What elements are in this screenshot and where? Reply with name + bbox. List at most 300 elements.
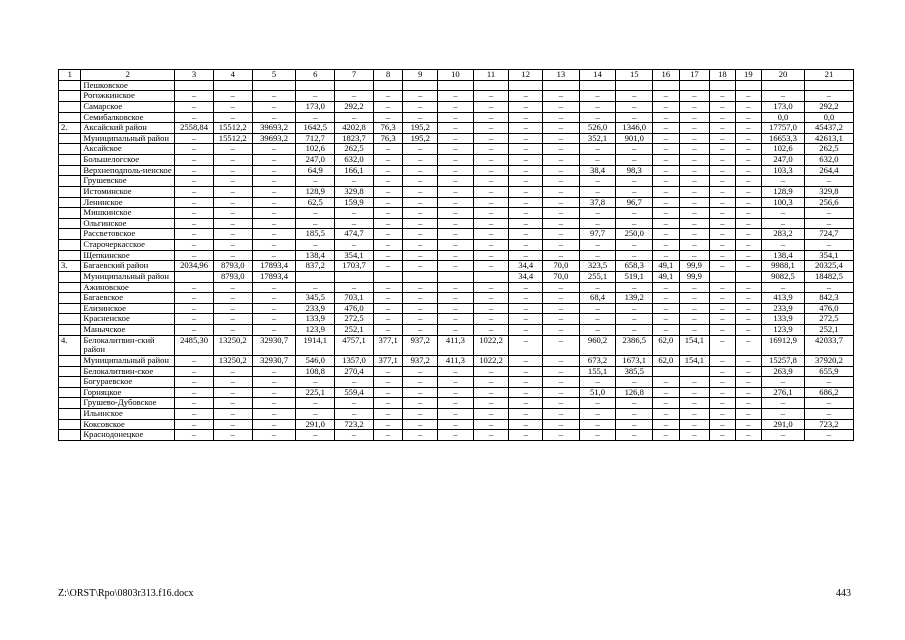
value-cell: 123,9 (296, 325, 335, 336)
value-cell: – (735, 282, 761, 293)
value-cell: 2485,30 (175, 335, 214, 355)
value-cell: – (710, 165, 735, 176)
value-cell: – (335, 91, 374, 102)
value-cell: – (403, 293, 438, 304)
value-cell: – (335, 409, 374, 420)
value-cell: – (252, 218, 296, 229)
table-row (59, 240, 854, 251)
value-cell: 385,5 (616, 366, 653, 377)
value-cell: – (543, 240, 580, 251)
value-cell: – (252, 165, 296, 176)
value-cell: – (213, 101, 252, 112)
value-cell: 18482,5 (804, 271, 853, 282)
value-cell: – (679, 218, 710, 229)
territory-name-cell: Ажиновское (81, 282, 175, 293)
value-cell: 2558,84 (175, 123, 214, 134)
row-number-cell (59, 176, 81, 187)
column-number-header: 19 (735, 70, 761, 81)
territory-name-cell: Семибалковское (81, 112, 175, 123)
value-cell: – (175, 240, 214, 251)
value-cell: – (735, 101, 761, 112)
value-cell: – (438, 186, 474, 197)
row-number-cell (59, 409, 81, 420)
value-cell: – (373, 261, 403, 272)
value-cell: – (175, 387, 214, 398)
value-cell: – (509, 186, 543, 197)
value-cell: 2034,96 (175, 261, 214, 272)
table-body (59, 70, 854, 441)
value-cell: 252,1 (804, 325, 853, 336)
value-cell: – (543, 155, 580, 166)
value-cell: – (252, 377, 296, 388)
value-cell: – (679, 229, 710, 240)
value-cell: 377,1 (373, 355, 403, 366)
value-cell: 133,9 (762, 314, 805, 325)
value-cell: 32930,7 (252, 355, 296, 366)
value-cell (509, 80, 543, 91)
value-cell: – (710, 419, 735, 430)
value-cell: – (509, 409, 543, 420)
value-cell: – (710, 398, 735, 409)
table-row (59, 387, 854, 398)
value-cell: – (473, 133, 509, 144)
territory-name-cell: Муниципальный район (81, 133, 175, 144)
value-cell: – (509, 387, 543, 398)
value-cell: – (438, 261, 474, 272)
row-number-cell (59, 186, 81, 197)
value-cell: – (616, 144, 653, 155)
value-cell: – (438, 165, 474, 176)
value-cell: 546,0 (296, 355, 335, 366)
value-cell: – (735, 377, 761, 388)
value-cell: – (252, 240, 296, 251)
value-cell: – (679, 91, 710, 102)
value-cell: – (213, 197, 252, 208)
value-cell: – (653, 101, 679, 112)
value-cell: – (175, 101, 214, 112)
value-cell: 476,0 (804, 303, 853, 314)
value-cell: – (175, 250, 214, 261)
territory-name-cell: Багаевский район (81, 261, 175, 272)
value-cell: – (679, 303, 710, 314)
value-cell: – (653, 176, 679, 187)
value-cell: – (213, 366, 252, 377)
value-cell: – (403, 250, 438, 261)
value-cell: – (653, 208, 679, 219)
value-cell: – (579, 377, 616, 388)
value-cell: – (509, 419, 543, 430)
value-cell: – (710, 218, 735, 229)
value-cell: – (679, 430, 710, 441)
value-cell (373, 271, 403, 282)
value-cell: – (252, 325, 296, 336)
value-cell: – (679, 176, 710, 187)
value-cell: – (373, 293, 403, 304)
value-cell: – (296, 398, 335, 409)
value-cell: 291,0 (762, 419, 805, 430)
value-cell: – (543, 409, 580, 420)
value-cell: – (438, 293, 474, 304)
value-cell: – (710, 335, 735, 355)
value-cell: – (473, 101, 509, 112)
value-cell: – (438, 387, 474, 398)
territory-name-cell: Большелогское (81, 155, 175, 166)
row-number-cell (59, 144, 81, 155)
value-cell: 329,8 (804, 186, 853, 197)
value-cell (579, 80, 616, 91)
territory-name-cell: Истоминское (81, 186, 175, 197)
value-cell: – (653, 144, 679, 155)
territory-name-cell: Старочеркасское (81, 240, 175, 251)
value-cell: – (403, 112, 438, 123)
value-cell: – (679, 197, 710, 208)
table-row (59, 208, 854, 219)
value-cell: – (710, 282, 735, 293)
value-cell: – (252, 176, 296, 187)
value-cell: – (616, 250, 653, 261)
value-cell: – (473, 186, 509, 197)
value-cell: – (543, 197, 580, 208)
value-cell: – (473, 123, 509, 134)
value-cell: – (679, 144, 710, 155)
value-cell: 1642,5 (296, 123, 335, 134)
value-cell: – (175, 91, 214, 102)
value-cell: 155,1 (579, 366, 616, 377)
value-cell: – (762, 409, 805, 420)
territory-name-cell: Ленинское (81, 197, 175, 208)
value-cell (175, 271, 214, 282)
value-cell (710, 271, 735, 282)
territory-name-cell: Муниципальный район (81, 271, 175, 282)
territory-name-cell: Рассветовское (81, 229, 175, 240)
value-cell: 16912,9 (762, 335, 805, 355)
value-cell (653, 366, 679, 377)
value-cell: – (252, 186, 296, 197)
value-cell: – (438, 430, 474, 441)
value-cell (403, 271, 438, 282)
value-cell: – (252, 303, 296, 314)
value-cell: 0,0 (762, 112, 805, 123)
value-cell: 712,7 (296, 133, 335, 144)
value-cell: – (543, 419, 580, 430)
value-cell: – (213, 165, 252, 176)
value-cell: – (653, 387, 679, 398)
value-cell: 252,1 (335, 325, 374, 336)
value-cell: – (296, 208, 335, 219)
value-cell: – (473, 293, 509, 304)
value-cell: – (373, 101, 403, 112)
value-cell: – (762, 176, 805, 187)
territory-name-cell: Ильинское (81, 409, 175, 420)
value-cell: 233,9 (762, 303, 805, 314)
value-cell: 225,1 (296, 387, 335, 398)
value-cell: – (616, 186, 653, 197)
value-cell: – (543, 430, 580, 441)
territory-name-cell: Белокалитвин-ский район (81, 335, 175, 355)
value-cell: – (579, 282, 616, 293)
value-cell: 9082,5 (762, 271, 805, 282)
column-number-header: 14 (579, 70, 616, 81)
value-cell: – (213, 303, 252, 314)
value-cell: – (679, 282, 710, 293)
value-cell: 68,4 (579, 293, 616, 304)
value-cell: – (252, 409, 296, 420)
value-cell: 51,0 (579, 387, 616, 398)
value-cell: 195,2 (403, 133, 438, 144)
value-cell: 837,2 (296, 261, 335, 272)
row-number-cell (59, 80, 81, 91)
value-cell: – (213, 398, 252, 409)
value-cell: – (473, 91, 509, 102)
table-row (59, 91, 854, 102)
value-cell: – (373, 377, 403, 388)
value-cell: – (509, 398, 543, 409)
value-cell: – (679, 155, 710, 166)
value-cell: – (373, 144, 403, 155)
value-cell (213, 80, 252, 91)
value-cell: 1357,0 (335, 355, 374, 366)
value-cell: – (679, 101, 710, 112)
value-cell: – (762, 430, 805, 441)
value-cell: 272,5 (804, 314, 853, 325)
value-cell: 377,1 (373, 335, 403, 355)
value-cell: – (175, 409, 214, 420)
value-cell: – (509, 293, 543, 304)
value-cell: – (509, 314, 543, 325)
table-row (59, 335, 854, 355)
value-cell: – (710, 366, 735, 377)
value-cell: – (579, 419, 616, 430)
value-cell: – (438, 282, 474, 293)
value-cell: 138,4 (762, 250, 805, 261)
value-cell: 519,1 (616, 271, 653, 282)
value-cell: – (679, 409, 710, 420)
value-cell: – (213, 377, 252, 388)
value-cell: 354,1 (804, 250, 853, 261)
value-cell: 255,1 (579, 271, 616, 282)
value-cell: – (252, 387, 296, 398)
value-cell: – (735, 112, 761, 123)
value-cell: 49,1 (653, 261, 679, 272)
value-cell: – (616, 314, 653, 325)
value-cell: – (710, 197, 735, 208)
value-cell: – (616, 398, 653, 409)
value-cell: – (438, 409, 474, 420)
value-cell: – (473, 303, 509, 314)
table-row (59, 398, 854, 409)
territory-name-cell: Верхнеподполь-ненское (81, 165, 175, 176)
value-cell: – (403, 314, 438, 325)
row-number-cell (59, 419, 81, 430)
footer-file-path: Z:\ORST\Rpo\0803r313.f16.docx (58, 588, 194, 599)
value-cell: – (710, 133, 735, 144)
value-cell: 39693,2 (252, 123, 296, 134)
territory-name-cell: Муниципальный район (81, 355, 175, 366)
column-number-header: 10 (438, 70, 474, 81)
value-cell: – (175, 197, 214, 208)
value-cell: 345,5 (296, 293, 335, 304)
value-cell: – (735, 387, 761, 398)
value-cell: – (175, 112, 214, 123)
value-cell: – (509, 133, 543, 144)
value-cell: – (373, 282, 403, 293)
value-cell: 15512,2 (213, 133, 252, 144)
value-cell: – (653, 197, 679, 208)
column-number-header: 7 (335, 70, 374, 81)
row-number-cell (59, 355, 81, 366)
value-cell: – (735, 165, 761, 176)
value-cell: 13250,2 (213, 335, 252, 355)
value-cell: – (710, 387, 735, 398)
value-cell: – (735, 197, 761, 208)
value-cell: 1022,2 (473, 355, 509, 366)
value-cell: – (175, 303, 214, 314)
territory-name-cell: Горняцкое (81, 387, 175, 398)
value-cell: 34,4 (509, 261, 543, 272)
value-cell: 128,9 (762, 186, 805, 197)
row-number-cell (59, 303, 81, 314)
value-cell: – (543, 250, 580, 261)
value-cell: – (804, 176, 853, 187)
value-cell (296, 80, 335, 91)
territory-name-cell: Красненское (81, 314, 175, 325)
value-cell: – (373, 112, 403, 123)
value-cell: 476,0 (335, 303, 374, 314)
value-cell: 173,0 (762, 101, 805, 112)
value-cell (296, 271, 335, 282)
value-cell: – (296, 176, 335, 187)
value-cell: – (509, 101, 543, 112)
table-row (59, 261, 854, 272)
value-cell: – (438, 197, 474, 208)
value-cell: – (509, 112, 543, 123)
value-cell: – (509, 197, 543, 208)
value-cell: 270,4 (335, 366, 374, 377)
table-row (59, 165, 854, 176)
value-cell: – (543, 293, 580, 304)
value-cell: 247,0 (762, 155, 805, 166)
table-row (59, 155, 854, 166)
value-cell: – (509, 366, 543, 377)
value-cell: – (762, 282, 805, 293)
value-cell: – (213, 387, 252, 398)
value-cell: – (735, 229, 761, 240)
value-cell: – (175, 229, 214, 240)
value-cell: – (509, 123, 543, 134)
row-number-cell (59, 377, 81, 388)
territory-name-cell: Белокалитвин-ское (81, 366, 175, 377)
value-cell: – (543, 377, 580, 388)
value-cell: 559,4 (335, 387, 374, 398)
value-cell: – (213, 240, 252, 251)
value-cell: – (373, 218, 403, 229)
value-cell: – (335, 398, 374, 409)
value-cell: – (762, 398, 805, 409)
value-cell: – (373, 240, 403, 251)
value-cell: – (543, 101, 580, 112)
value-cell: – (804, 377, 853, 388)
value-cell: – (296, 282, 335, 293)
value-cell: – (335, 218, 374, 229)
value-cell: – (509, 335, 543, 355)
value-cell: – (175, 355, 214, 366)
value-cell: – (403, 398, 438, 409)
value-cell: – (175, 377, 214, 388)
value-cell: – (373, 91, 403, 102)
value-cell: – (543, 176, 580, 187)
table-row (59, 123, 854, 134)
value-cell: 45437,2 (804, 123, 853, 134)
value-cell: – (509, 229, 543, 240)
value-cell: 99,9 (679, 271, 710, 282)
value-cell: 283,2 (762, 229, 805, 240)
row-number-cell (59, 387, 81, 398)
value-cell (735, 80, 761, 91)
value-cell: – (509, 144, 543, 155)
value-cell: – (710, 250, 735, 261)
value-cell: – (252, 430, 296, 441)
value-cell: – (473, 218, 509, 229)
value-cell: – (438, 250, 474, 261)
value-cell: – (213, 430, 252, 441)
row-number-cell (59, 155, 81, 166)
row-number-cell (59, 208, 81, 219)
value-cell: – (373, 419, 403, 430)
value-cell: 17893,4 (252, 261, 296, 272)
value-cell: – (252, 197, 296, 208)
value-cell: 262,5 (804, 144, 853, 155)
value-cell: 247,0 (296, 155, 335, 166)
value-cell: – (804, 208, 853, 219)
value-cell: 291,0 (296, 419, 335, 430)
value-cell: – (509, 218, 543, 229)
value-cell: – (438, 240, 474, 251)
value-cell: 413,9 (762, 293, 805, 304)
value-cell: 842,3 (804, 293, 853, 304)
value-cell: 1346,0 (616, 123, 653, 134)
value-cell: – (616, 303, 653, 314)
value-cell: – (710, 123, 735, 134)
value-cell: – (438, 112, 474, 123)
value-cell: – (509, 91, 543, 102)
value-cell: – (579, 208, 616, 219)
table-row (59, 282, 854, 293)
value-cell: 70,0 (543, 261, 580, 272)
value-cell: – (403, 197, 438, 208)
value-cell (735, 271, 761, 282)
value-cell: – (710, 261, 735, 272)
value-cell: 62,0 (653, 355, 679, 366)
value-cell: – (403, 218, 438, 229)
value-cell: – (403, 366, 438, 377)
value-cell: – (509, 325, 543, 336)
value-cell: – (653, 293, 679, 304)
value-cell: – (679, 133, 710, 144)
value-cell: – (335, 282, 374, 293)
value-cell: – (679, 314, 710, 325)
value-cell (438, 80, 474, 91)
value-cell: – (735, 155, 761, 166)
value-cell: – (252, 282, 296, 293)
table-row (59, 144, 854, 155)
value-cell: – (616, 208, 653, 219)
value-cell: – (804, 282, 853, 293)
value-cell: – (543, 229, 580, 240)
value-cell: – (335, 430, 374, 441)
value-cell: – (579, 176, 616, 187)
value-cell: – (543, 186, 580, 197)
table-row (59, 355, 854, 366)
